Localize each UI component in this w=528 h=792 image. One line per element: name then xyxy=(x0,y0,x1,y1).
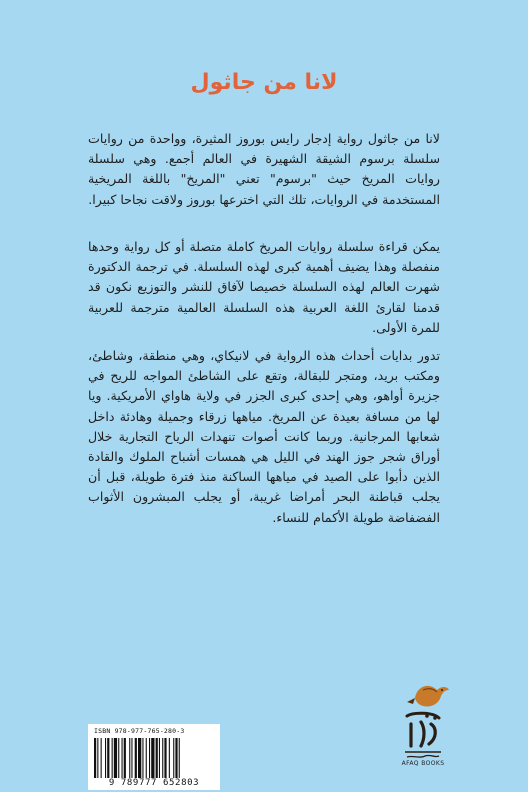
blurb-paragraph-2: يمكن قراءة سلسلة روايات المريخ كاملة متصلة أو كل رواية وحدها منفصلة وهذا يضيف أهمية كبرى لهذه السلسلة. في ترجمة الدكتورة شهرت العالم لهذه السلسلة خصيصا لآفاق للنشر والتوزيع نكون قد قدمنا لقارئ اللغة العربية هذه السلسلة العالمية مترجمة للعربية للمرة الأولى. xyxy=(88,239,440,335)
blurb-paragraph-1: لانا من جاثول رواية إدجار رايس بوروز المثيرة، وواحدة من روايات سلسلة برسوم الشيقة الشهيرة في العالم أجمع. وهي سلسلة روايات المريخ حيث "برسوم" تعني "المريخ" باللغة المريخية المستخدمة في الروايات، تلك التي اخترعها بوروز ولاقت نجاحا كبيرا. xyxy=(88,131,440,207)
publisher-logo xyxy=(393,668,453,772)
publisher-name: AFAQ BOOKS xyxy=(401,760,445,767)
barcode-bars xyxy=(94,738,214,778)
barcode-number: 9 789777 652803 xyxy=(108,778,200,788)
book-title: لانا من جاثول xyxy=(190,70,338,95)
blurb-paragraph-3: تدور بدايات أحداث هذه الرواية في لانيكاي، وهي منطقة، وشاطئ، ومكتب بريد، ومتجر للبقالة، وتقع على الشاطئ المواجه للريح في جزيرة أواهو، وهي إحدى كبرى الجزر في ولاية هاواي الأمريكية. ويا لها من مسافة بعيدة عن المريخ. مياهها زرقاء وجميلة وهادئة داخل شعابها المرجانية. وربما كانت أصوات تنهدات الرياح التجارية خلال أوراق شجر جوز الهند في الليل هي همسات أشباح الملوك والقادة الذين دأبوا على الصيد في مياهها الساكنة منذ فترة طويلة، قبل أن يجلب قباطنة البحر أمراضا غريبة، أو يجلب المبشرون الأثواب الفضفاضة طويلة الأكمام للنساء. xyxy=(88,348,440,525)
isbn-label: ISBN 978-977-765-280-3 xyxy=(94,727,185,735)
